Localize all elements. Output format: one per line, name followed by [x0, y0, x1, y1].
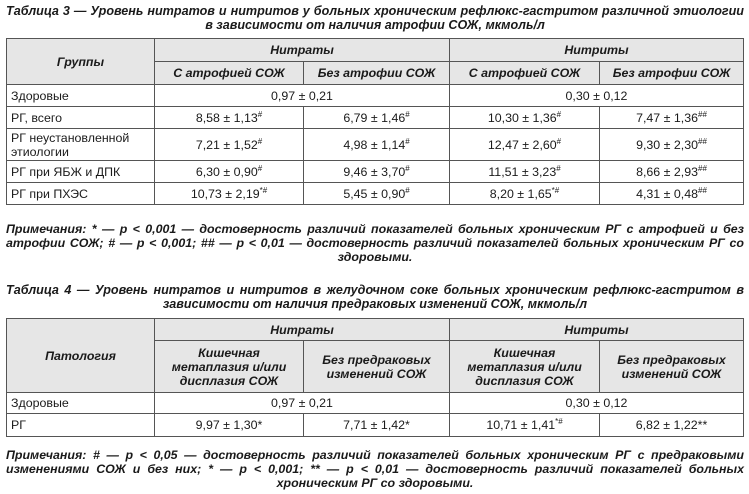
table-cell: 10,30 ± 1,36#: [450, 107, 600, 129]
table4-group-header: Патология: [7, 319, 155, 393]
row-label: Здоровые: [7, 85, 155, 107]
row-label: РГ: [7, 414, 155, 437]
table3-sub-header: С атрофией СОЖ: [155, 62, 304, 85]
table-cell: 12,47 ± 2,60#: [450, 129, 600, 161]
table-cell: 4,31 ± 0,48##: [600, 183, 744, 205]
table-cell: 7,47 ± 1,36##: [600, 107, 744, 129]
table3-group-header: Группы: [7, 39, 155, 85]
row-label: РГ неустановленной этиологии: [7, 129, 155, 161]
table-cell: 0,30 ± 0,12: [450, 393, 744, 414]
table-row: [7, 183, 744, 205]
table-row: [7, 129, 744, 161]
table4-note: Примечания: # — р < 0,05 — достоверность различий показателей больных хроническим РГ с предраковыми изменениями СОЖ и без них; * — р < 0,001; ** — р < 0,01 — достоверность различий показателей больных хроническим РГ со здоровыми.: [6, 448, 744, 490]
table-row: [7, 85, 744, 107]
table-row: [7, 107, 744, 129]
table-cell: 7,21 ± 1,52#: [155, 129, 304, 161]
table3-caption: Таблица 3 — Уровень нитратов и нитритов у больных хроническим рефлюкс-гастритом различной этиологии в зависимости от наличия атрофии СОЖ, мкмоль/л: [6, 4, 744, 32]
table3-sub-header: Без атрофии СОЖ: [304, 62, 450, 85]
table-cell: 0,97 ± 0,21: [155, 85, 450, 107]
table3-sub-header: Без атрофии СОЖ: [600, 62, 744, 85]
table-row: [7, 393, 744, 414]
table-cell: 5,45 ± 0,90#: [304, 183, 450, 205]
table4-caption: Таблица 4 — Уровень нитратов и нитритов в желудочном соке больных хроническим рефлюкс-гастритом в зависимости от наличия предраковых изменений СОЖ, мкмоль/л: [6, 283, 744, 311]
table-cell: 0,97 ± 0,21: [155, 393, 450, 414]
table-row: [7, 414, 744, 437]
table-cell: 11,51 ± 3,23#: [450, 161, 600, 183]
table-cell: 10,73 ± 2,19*#: [155, 183, 304, 205]
table4-sub-header: Без предраковых изменений СОЖ: [304, 341, 450, 393]
table3-nitrites-header: Нитриты: [450, 39, 744, 62]
table4-sub-header: Кишечная метаплазия и/или дисплазия СОЖ: [450, 341, 600, 393]
table4-nitrites-header: Нитриты: [450, 319, 744, 341]
table-row: [7, 161, 744, 183]
table-cell: 6,82 ± 1,22**: [600, 414, 744, 437]
table-cell: 6,79 ± 1,46#: [304, 107, 450, 129]
table-cell: 4,98 ± 1,14#: [304, 129, 450, 161]
table4-nitrates-header: Нитраты: [155, 319, 450, 341]
row-label: РГ при ЯБЖ и ДПК: [7, 161, 155, 183]
table3-nitrates-header: Нитраты: [155, 39, 450, 62]
row-label: Здоровые: [7, 393, 155, 414]
table4-sub-header: Без предраковых изменений СОЖ: [600, 341, 744, 393]
table-cell: 6,30 ± 0,90#: [155, 161, 304, 183]
table-cell: 9,30 ± 2,30##: [600, 129, 744, 161]
row-label: РГ, всего: [7, 107, 155, 129]
table-cell: 7,71 ± 1,42*: [304, 414, 450, 437]
table-cell: 8,20 ± 1,65*#: [450, 183, 600, 205]
table-cell: 8,58 ± 1,13#: [155, 107, 304, 129]
table4-sub-header: Кишечная метаплазия и/или дисплазия СОЖ: [155, 341, 304, 393]
table3-sub-header: С атрофией СОЖ: [450, 62, 600, 85]
table-cell: 8,66 ± 2,93##: [600, 161, 744, 183]
table-cell: 0,30 ± 0,12: [450, 85, 744, 107]
table-cell: 10,71 ± 1,41*#: [450, 414, 600, 437]
table3: [6, 38, 744, 205]
table3-note: Примечания: * — р < 0,001 — достоверность различий показателей больных хроническим РГ с атрофией и без атрофии СОЖ; # — р < 0,001; ## — р < 0,01 — достоверность различий показателей больных хроническим РГ со здоровыми.: [6, 222, 744, 264]
table4: [6, 318, 744, 437]
table-cell: 9,97 ± 1,30*: [155, 414, 304, 437]
row-label: РГ при ПХЭС: [7, 183, 155, 205]
table-cell: 9,46 ± 3,70#: [304, 161, 450, 183]
